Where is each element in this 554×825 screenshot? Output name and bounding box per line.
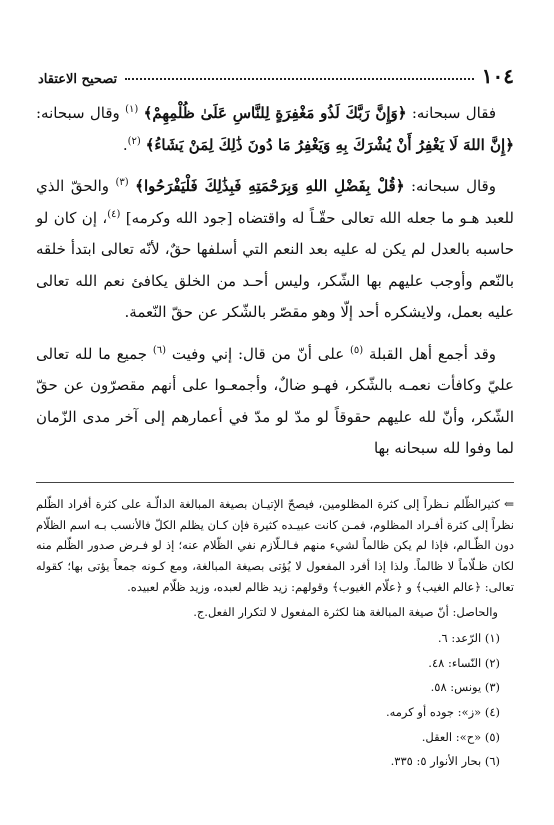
page-header — [38, 64, 514, 86]
running-title: تصحيح الاعتقاد — [38, 72, 118, 87]
paragraph — [36, 98, 514, 161]
footnote-summary: والحاصل: أنّ صيغة المبالغة هنا لكثرة المفعول لا لتكرار الفعل.ج. — [193, 604, 498, 619]
quran-quote: ﴿قُلْ بِفَضْلِ اللهِ وَبِرَحْمَتِهِ فَبِذَٰلِكَ فَلْيَفْرَحُوا﴾ — [135, 177, 405, 195]
footnote-continued — [36, 494, 514, 598]
text-run: فقال سبحانه: — [406, 104, 496, 122]
paragraph — [36, 339, 514, 465]
footnote-separator — [36, 482, 514, 483]
text-run: على أنّ من قال: إني وفيت — [171, 344, 350, 363]
footnote-item: (١) الرّعد: ٦. — [437, 631, 500, 646]
header-dotted-leader — [125, 78, 474, 80]
footnote-item: (٤) «ز»: جوده أو كرمه. — [385, 705, 500, 719]
footnote-reference[interactable]: (٣) — [115, 177, 129, 188]
main-text — [36, 98, 514, 475]
footnote-continued-text: كثيرالظّلم نـظراً إلى كثرة المظلومين، فيصحّ الإتيـان بصيغة المبالغة الدالّـة على كثرة أفراد الظّلم نظراً إلى كثرة أفـراد المظلوم، فمـن كانت عبيـده كثيرة فإن كـان يظلم الكلّ فالأنسب بـه اسم الظلّام دون الظّـالم، فإذا لم يكن ظالماً لشيء منهم فـالـلّازم نفي الظّلام عنه؛ إذ لو فـرض صدور الظّلم منه لكان ظـلّاماً لا ظالماً. ولذا إذا أفرد المفعول لا يُؤتى بصيغة المبالغة، ومع كـونه جمعاً يؤتى بها؛ كقوله تعالى: ﴿عالم الغيب﴾ و ﴿علّام الغيوب﴾ وقولهم: زيد ظالم لعبده، وزيد ظلّام لعبيده. — [36, 497, 514, 594]
footnote-reference[interactable]: (٥) — [349, 344, 364, 356]
footnote-item: (٦) بحار الأنوار ٥: ٣٣٥. — [390, 754, 500, 769]
text-run: جميع ما لله تعالى عليّ وكافأت نعمـه بالشّكر، فهـو ضالٌ، وأجمعـوا على أنهم مقصرّون عن حقّ الشّكر، وأنّ لله عليهم حقوقاً لو مدّ لو مدّ في أعمارهم إلى آخر مدى الزّمان لما وفوا لله سبحانه بها — [36, 344, 514, 457]
footnote-item: (٢) النّساء: ٤٨. — [428, 655, 500, 670]
footnote-item: (٣) يونس: ٥٨. — [430, 680, 500, 695]
text-run: والحقّ الذي للعبد هـو ما جعله الله تعالى حقّـاً له واقتضاه [جود الله وكرمه] — [36, 177, 515, 227]
page-number: ١٠٤ — [481, 64, 514, 88]
continuation-arrow-icon: ⇐ — [503, 497, 514, 511]
footnote-item: (٥) «ح»: العقل. — [421, 729, 500, 744]
footnote-reference[interactable]: (١) — [125, 104, 139, 115]
quran-quote: ﴿وَإِنَّ رَبَّكَ لَذُو مَغْفِرَةٍ لِلنَّاسِ عَلَىٰ ظُلْمِهِمْ﴾ — [143, 104, 407, 122]
footnote-reference[interactable]: (٢) — [127, 135, 141, 147]
quran-quote: ﴿إِنَّ اللهَ لَا يَغْفِرُ أَنْ يُشْرَكَ بِهِ وَيَغْفِرُ مَا دُونَ ذَٰلِكَ لِمَنْ يَشَاءُ﴾ — [145, 135, 514, 154]
text-run: . — [122, 135, 128, 154]
footnote-list — [36, 626, 514, 774]
paragraph — [36, 171, 514, 329]
footnote-reference[interactable]: (٤) — [107, 208, 121, 220]
footnote-reference[interactable]: (٦) — [152, 344, 167, 356]
text-run: وقال سبحانه: — [36, 104, 126, 122]
text-run: ، إن كان لو حاسبه بالعدل لم يكن له عليه بعد النعم التي أسلفها حقٌ، لأنّه تعالى ابتدأ خلقه بالنّعم وأوجب عليهم بها الشّكر، وليس أحـد من الخلق يكافئ نعم الله تعالى عليه بعمل، ولايشكره أحد إلّا وهو مقصّر بالشّكر عن حقّ النّعمة. — [36, 208, 514, 321]
footnotes — [36, 494, 514, 774]
text-run: وقد أجمع أهل القبلة — [368, 344, 497, 363]
text-run: وقال سبحانه: — [404, 177, 496, 195]
